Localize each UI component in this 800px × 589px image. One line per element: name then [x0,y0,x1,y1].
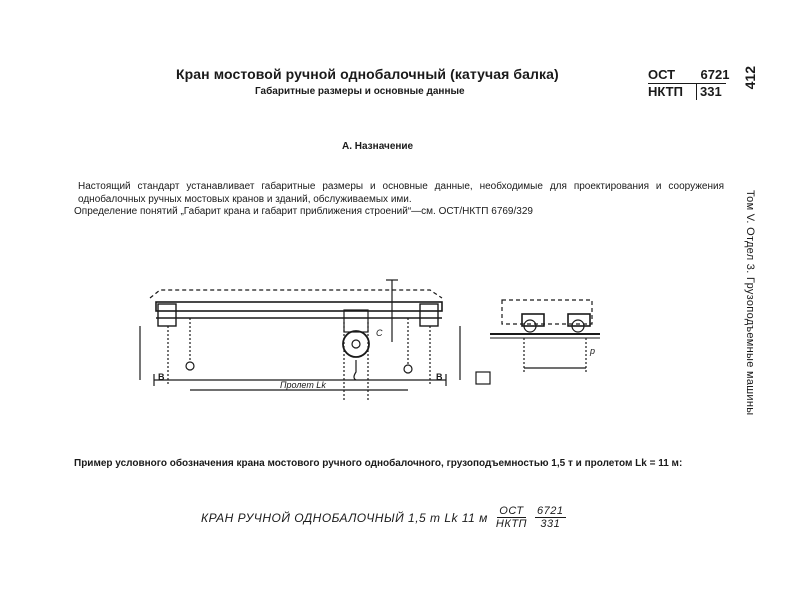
drawing-label-p: p [590,346,596,356]
std-divider-line [648,83,726,84]
frac-bottom-right: 331 [540,518,561,530]
frac-bottom-left: НКТП [495,518,528,530]
designation-main: КРАН РУЧНОЙ ОДНОБАЛОЧНЫЙ 1,5 т Lk 11 м [201,510,488,525]
designation-fraction-right [535,505,565,530]
drawing-label-b-right: B [436,372,443,382]
page-subtitle: Габаритные размеры и основные данные [255,86,465,97]
definition-line: Определение понятий „Габарит крана и габарит приближения строений“—см. ОСТ/НКТП 6769/329 [74,206,533,217]
std-ost-number: 6721 [700,67,730,82]
section-heading: А. Назначение [342,141,414,152]
purpose-paragraph: Настоящий стандарт устанавливает габаритные размеры и основные данные, необходимые для проектирования и сооружения однобалочных ручных мостовых кранов и зданий, обслуживаемых ими. [78,181,724,205]
drawing-label-c: C [376,328,383,338]
std-ost-label: ОСТ [648,67,676,82]
drawing-label-b-left: B [158,372,165,382]
frac-top-right: 6721 [537,505,564,517]
volume-side-text: Том V. Отдел 3. Грузоподъемные машины [744,190,756,416]
page-number: 412 [742,66,758,90]
designation-formula [201,505,566,530]
page-title: Кран мостовой ручной однобалочный (катучая балка) [176,66,559,82]
example-paragraph: Пример условного обозначения крана мостового ручного однобалочного, грузоподъемностью 1,5 т и пролетом Lk = 11 м: [74,458,683,469]
drawing-span-label: Пролет Lk [280,380,326,390]
side-view [476,300,600,384]
frac-top-left: ОСТ [499,505,524,517]
std-nktp-label: НКТП [648,84,683,99]
std-nktp-number: 331 [696,83,728,100]
designation-fraction-left [494,505,529,530]
crane-drawing [130,272,610,402]
